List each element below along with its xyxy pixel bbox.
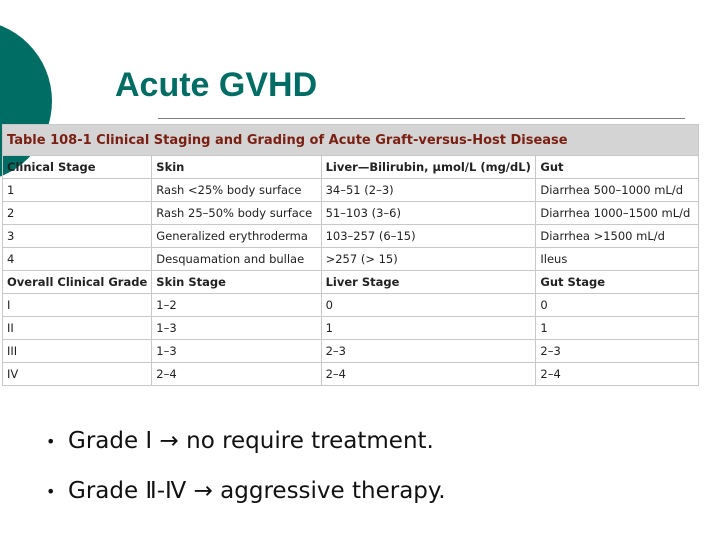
header-skin: Skin [152,156,321,179]
skin-cell: Rash 25–50% body surface [152,202,321,225]
bullet-dot-icon: • [46,431,56,451]
gut-stage-cell: 2–4 [536,363,699,386]
gut-cell: Ileus [536,248,699,271]
grade-cell: II [3,317,152,340]
table-row [3,225,699,248]
bullet-dot-icon: • [46,481,56,501]
liver-cell: >257 (> 15) [321,248,536,271]
skin-stage-cell: 1–2 [152,294,321,317]
slide-title: Acute GVHD [115,66,318,104]
gut-stage-cell: 0 [536,294,699,317]
skin-stage-cell: 1–3 [152,340,321,363]
table-row [3,202,699,225]
header-clinical-stage: Clinical Stage [3,156,152,179]
gut-stage-cell: 2–3 [536,340,699,363]
liver-stage-cell: 1 [321,317,536,340]
liver-stage-cell: 0 [321,294,536,317]
liver-cell: 51–103 (3–6) [321,202,536,225]
skin-stage-cell: 1–3 [152,317,321,340]
skin-cell: Generalized erythroderma [152,225,321,248]
header-gut: Gut [536,156,699,179]
skin-stage-cell: 2–4 [152,363,321,386]
header-overall-clinical-grade: Overall Clinical Grade [3,271,152,294]
skin-cell: Desquamation and bullae [152,248,321,271]
bullet-list [46,416,446,516]
bullet-text: Grade Ⅱ-Ⅳ → aggressive therapy. [68,478,446,504]
gut-cell: Diarrhea 1000–1500 mL/d [536,202,699,225]
stage-cell: 2 [3,202,152,225]
liver-stage-cell: 2–3 [321,340,536,363]
liver-stage-cell: 2–4 [321,363,536,386]
staging-table-container [2,124,699,386]
bullet-item [46,416,446,466]
stage-cell: 4 [3,248,152,271]
gut-cell: Diarrhea 500–1000 mL/d [536,179,699,202]
grade-cell: IV [3,363,152,386]
skin-cell: Rash <25% body surface [152,179,321,202]
table-row [3,294,699,317]
gut-stage-cell: 1 [536,317,699,340]
grade-header-row [3,271,699,294]
title-divider [158,118,685,119]
header-liver-bilirubin: Liver—Bilirubin, μmol/L (mg/dL) [321,156,536,179]
grade-cell: III [3,340,152,363]
bullet-text: Grade Ⅰ → no require treatment. [68,428,434,454]
stage-header-row [3,156,699,179]
staging-table [2,124,699,386]
table-row [3,363,699,386]
table-caption: Table 108-1 Clinical Staging and Grading of Acute Graft-versus-Host Disease [3,125,699,156]
header-skin-stage: Skin Stage [152,271,321,294]
gut-cell: Diarrhea >1500 mL/d [536,225,699,248]
stage-cell: 1 [3,179,152,202]
stage-cell: 3 [3,225,152,248]
bullet-item [46,466,446,516]
header-gut-stage: Gut Stage [536,271,699,294]
liver-cell: 103–257 (6–15) [321,225,536,248]
grade-cell: I [3,294,152,317]
table-row [3,340,699,363]
header-liver-stage: Liver Stage [321,271,536,294]
liver-cell: 34–51 (2–3) [321,179,536,202]
table-caption-row [3,125,699,156]
table-row [3,317,699,340]
table-row [3,248,699,271]
table-row [3,179,699,202]
